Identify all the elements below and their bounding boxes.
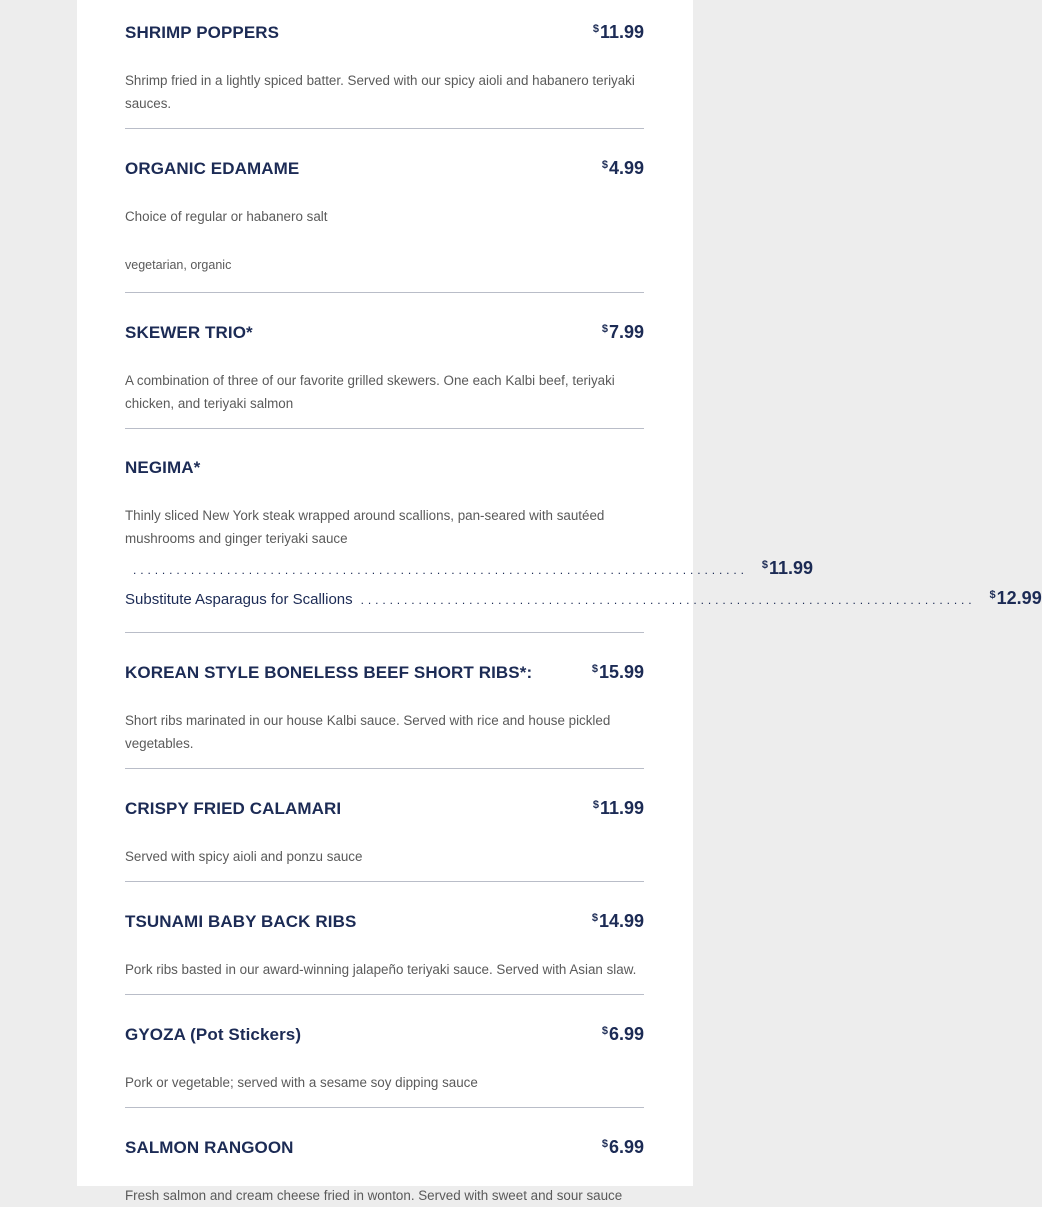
menu-item-tsunami-baby-back-ribs — [125, 911, 644, 981]
item-description: Pork ribs basted in our award-winning jalapeño teriyaki sauce. Served with Asian slaw. — [125, 962, 637, 977]
dot-leader: ..................................................................................... — [133, 563, 748, 577]
item-price: $4.99 — [601, 158, 644, 178]
menu-item-korean-short-ribs — [125, 662, 644, 755]
menu-item-organic-edamame — [125, 158, 644, 272]
price-option — [125, 558, 814, 579]
item-price: $7.99 — [601, 322, 644, 342]
menu-item-salmon-rangoon — [125, 1137, 644, 1207]
item-name: CRISPY FRIED CALAMARI — [125, 799, 342, 818]
item-description: Fresh salmon and cream cheese fried in wonton. Served with sweet and sour sauce — [125, 1188, 623, 1203]
option-price: $11.99 — [761, 558, 814, 578]
item-price: $15.99 — [591, 662, 644, 682]
item-name: SKEWER TRIO* — [125, 323, 253, 342]
menu-item-shrimp-poppers — [125, 22, 644, 115]
item-name: NEGIMA* — [125, 458, 201, 477]
menu-item-negima — [125, 458, 644, 550]
divider — [125, 768, 644, 769]
item-price: $6.99 — [601, 1024, 644, 1044]
item-price: $6.99 — [601, 1137, 644, 1157]
item-description: A combination of three of our favorite grilled skewers. One each Kalbi beef, teriyaki chicken, and teriyaki salmon — [125, 373, 615, 411]
menu-panel — [77, 0, 1042, 1203]
item-description: Pork or vegetable; served with a sesame soy dipping sauce — [125, 1075, 478, 1090]
option-label: Substitute Asparagus for Scallions — [125, 591, 353, 608]
item-price: $14.99 — [591, 911, 644, 931]
divider — [125, 881, 644, 882]
item-price: $11.99 — [592, 22, 644, 42]
item-name: TSUNAMI BABY BACK RIBS — [125, 912, 357, 931]
divider — [125, 632, 644, 633]
item-description: Thinly sliced New York steak wrapped around scallions, pan-seared with sautéed mushrooms and ginger teriyaki sauce — [125, 508, 605, 546]
menu-item-skewer-trio — [125, 322, 644, 415]
price-option — [125, 588, 1042, 609]
item-name: KOREAN STYLE BONELESS BEEF SHORT RIBS*: — [125, 663, 533, 682]
item-price: $11.99 — [592, 798, 644, 818]
option-price: $12.99 — [989, 588, 1042, 608]
divider — [125, 292, 644, 293]
item-tags: vegetarian, organic — [125, 258, 232, 272]
divider — [125, 428, 644, 429]
divider — [125, 1107, 644, 1108]
dot-leader: ..................................................................................... — [360, 593, 976, 607]
item-name: SHRIMP POPPERS — [125, 23, 280, 42]
item-description: Short ribs marinated in our house Kalbi sauce. Served with rice and house pickled vegetables. — [125, 713, 611, 751]
item-name: GYOZA (Pot Stickers) — [125, 1025, 302, 1044]
divider — [125, 994, 644, 995]
item-name: ORGANIC EDAMAME — [125, 159, 300, 178]
divider — [125, 128, 644, 129]
item-description: Shrimp fried in a lightly spiced batter. Served with our spicy aioli and habanero teriyaki sauces. — [125, 73, 635, 111]
item-name: SALMON RANGOON — [125, 1138, 294, 1157]
menu-item-gyoza — [125, 1024, 644, 1094]
menu-item-crispy-fried-calamari — [125, 798, 644, 868]
item-description: Served with spicy aioli and ponzu sauce — [125, 849, 363, 864]
item-description: Choice of regular or habanero salt — [125, 209, 328, 224]
